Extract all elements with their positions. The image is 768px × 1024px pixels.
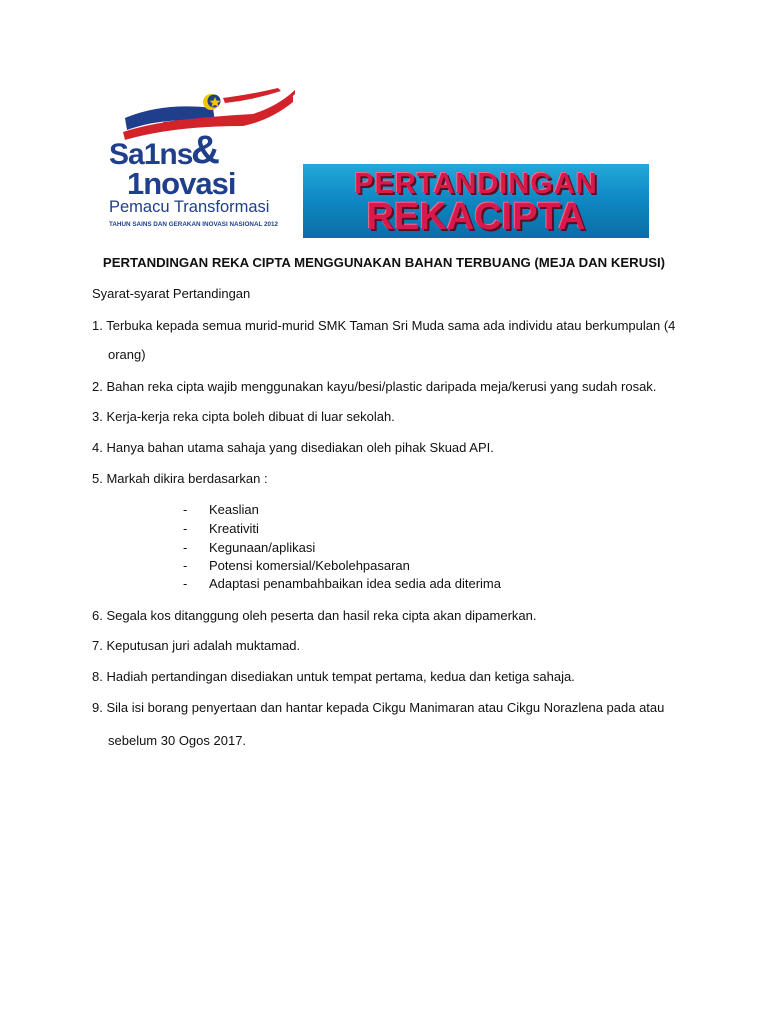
- rule-number: 3.: [92, 409, 103, 424]
- document-title: PERTANDINGAN REKA CIPTA MENGGUNAKAN BAHAN TERBUANG (MEJA DAN KERUSI): [102, 255, 666, 270]
- criteria-label: Kegunaan/aplikasi: [209, 540, 316, 555]
- rule-number: 7.: [92, 638, 103, 653]
- rule-text: Hanya bahan utama sahaja yang disediakan oleh pihak Skuad API.: [106, 440, 494, 455]
- rule-text: Sila isi borang penyertaan dan hantar kepada Cikgu Manimaran atau Cikgu Norazlena pada atau: [106, 700, 665, 715]
- rule-continuation: sebelum 30 Ogos 2017.: [108, 733, 247, 748]
- criteria-dash: -: [183, 558, 188, 573]
- criteria-label: Keaslian: [209, 502, 259, 517]
- rule-item: [92, 471, 268, 486]
- banner-line-2: REKACIPTA: [366, 196, 586, 238]
- logo-word-sains: Sa1ns: [109, 138, 193, 171]
- logo-subtagline: TAHUN SAINS DAN GERAKAN INOVASI NASIONAL 2012: [109, 221, 278, 228]
- rule-number: 1.: [92, 318, 103, 333]
- rule-text: Hadiah pertandingan disediakan untuk tempat pertama, kedua dan ketiga sahaja.: [106, 669, 575, 684]
- rule-number: 5.: [92, 471, 103, 486]
- rule-text: Bahan reka cipta wajib menggunakan kayu/besi/plastic daripada meja/kerusi yang sudah rosak.: [106, 379, 657, 394]
- rule-number: 8.: [92, 669, 103, 684]
- rule-item: [92, 379, 656, 394]
- rule-item: [92, 318, 675, 333]
- logo-word-inovasi: 1novasi: [127, 166, 236, 201]
- rule-item: [92, 409, 395, 424]
- rule-item: [92, 638, 300, 653]
- criteria-dash: -: [183, 540, 188, 555]
- rule-text: Keputusan juri adalah muktamad.: [106, 638, 301, 653]
- rule-number: 9.: [92, 700, 103, 715]
- criteria-dash: -: [183, 521, 188, 536]
- rule-text: Kerja-kerja reka cipta boleh dibuat di luar sekolah.: [106, 409, 395, 424]
- rule-text: Terbuka kepada semua murid-murid SMK Taman Sri Muda sama ada individu atau berkumpulan (4: [106, 318, 676, 333]
- section-heading: Syarat-syarat Pertandingan: [92, 286, 251, 301]
- pertandingan-rekacipta-banner: [303, 164, 649, 238]
- rule-text: Segala kos ditanggung oleh peserta dan hasil reka cipta akan dipamerkan.: [106, 608, 537, 623]
- criteria-dash: -: [183, 576, 188, 591]
- criteria-dash: -: [183, 502, 188, 517]
- banner-line-1: PERTANDINGAN: [354, 168, 598, 200]
- rule-item: [92, 440, 494, 455]
- rule-item: [92, 608, 536, 623]
- logo-tagline: Pemacu Transformasi: [109, 198, 270, 216]
- rule-number: 2.: [92, 379, 103, 394]
- criteria-label: Kreativiti: [209, 521, 259, 536]
- logo-ampersand: &: [191, 128, 220, 172]
- criteria-label: Adaptasi penambahbaikan idea sedia ada diterima: [209, 576, 501, 591]
- rule-item: [92, 700, 664, 715]
- sains-inovasi-logo: [103, 88, 298, 240]
- rule-number: 6.: [92, 608, 103, 623]
- rule-continuation: orang): [108, 347, 146, 362]
- rule-item: [92, 669, 575, 684]
- rule-text: Markah dikira berdasarkan :: [106, 471, 268, 486]
- rule-number: 4.: [92, 440, 103, 455]
- criteria-label: Potensi komersial/Kebolehpasaran: [209, 558, 410, 573]
